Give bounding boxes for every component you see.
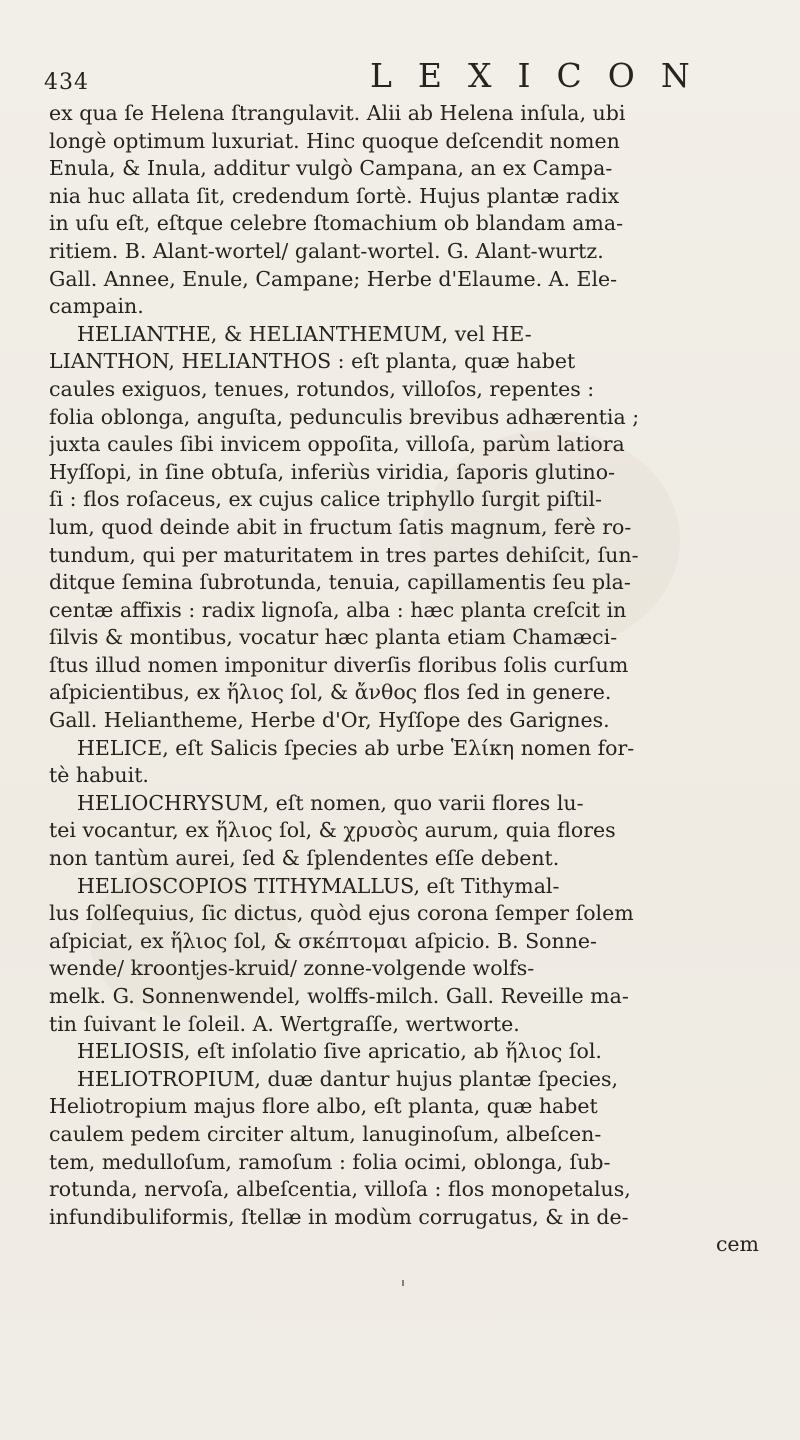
entry-headword-line: HELIANTHE, & HELIANTHEMUM, vel HE- xyxy=(77,321,532,346)
running-head: LEXICON xyxy=(370,56,716,95)
page-number: 434 xyxy=(44,70,89,95)
text-line: Gall. Annee, Enule, Campane; Herbe d'Elaume. A. Ele- xyxy=(49,266,618,291)
text-line: tè habuit. xyxy=(49,763,149,788)
text-line: longè optimum luxuriat. Hinc quoque deſcendit nomen xyxy=(49,128,620,153)
text-line: tin ſuivant le ſoleil. A. Wertgraſſe, wertworte. xyxy=(49,1011,520,1036)
entry-headword-line: HELICE, eſt Salicis ſpecies ab urbe Ἑλίκη nomen for- xyxy=(77,735,635,760)
text-line: centæ affixis : radix lignoſa, alba : hæc planta creſcit in xyxy=(49,597,627,622)
text-line: ritiem. B. Alant-wortel/ galant-wortel. G. Alant-wurtz. xyxy=(49,238,604,263)
text-line: aſpicientibus, ex ἥλιος ſol, & ἄνθος flos ſed in genere. xyxy=(49,680,612,705)
text-line: ditque ſemina ſubrotunda, tenuia, capillamentis ſeu pla- xyxy=(49,570,631,595)
text-line: ſi : flos roſaceus, ex cujus calice triphyllo ſurgit piſtil- xyxy=(49,487,602,512)
text-line: caules exiguos, tenues, rotundos, villoſos, repentes : xyxy=(49,376,595,401)
text-line: juxta caules ſibi invicem oppoſita, villoſa, parùm latiora xyxy=(49,432,625,457)
text-line: wende/ kroontjes-kruid/ zonne-volgende wolfs- xyxy=(49,956,535,981)
entry-headword-line: HELIOSIS, eſt inſolatio ſive apricatio, ab ἥλιος ſol. xyxy=(77,1039,602,1064)
text-line: caulem pedem circiter altum, lanuginoſum, albeſcen- xyxy=(49,1121,602,1146)
catchword: cem xyxy=(715,1232,759,1257)
text-line: rotunda, nervoſa, albeſcentia, villoſa : flos monopetalus, xyxy=(49,1177,631,1202)
text-line: Heliotropium majus flore albo, eſt planta, quæ habet xyxy=(49,1094,598,1119)
text-line: LIANTHON, HELIANTHOS : eſt planta, quæ habet xyxy=(49,349,576,374)
text-line: non tantùm aurei, ſed & ſplendentes eſſe debent. xyxy=(49,846,560,871)
text-line: tei vocantur, ex ἥλιος ſol, & χρυσὸς aurum, quia flores xyxy=(49,818,616,843)
text-line: Enula, & Inula, additur vulgò Campana, an ex Campa- xyxy=(49,156,613,181)
entry-headword-line: HELIOSCOPIOS TITHYMALLUS, eſt Tithymal- xyxy=(77,873,560,898)
text-line: lus ſolſequius, ſic dictus, quòd ejus corona ſemper ſolem xyxy=(49,901,634,926)
text-line: ex qua ſe Helena ſtrangulavit. Alii ab Helena inſula, ubi xyxy=(49,101,626,125)
text-line: campain. xyxy=(49,294,144,319)
text-line: infundibuliformis, ſtellæ in modùm corrugatus, & in de- xyxy=(49,1204,629,1229)
text-line: ſilvis & montibus, vocatur hæc planta etiam Chamæci- xyxy=(49,625,618,650)
text-line: Hyſſopi, in ſine obtuſa, inferiùs viridia, ſaporis glutino- xyxy=(49,459,616,484)
text-line: melk. G. Sonnenwendel, wolffs-milch. Gall. Reveille ma- xyxy=(49,984,629,1008)
entry-headword-line: HELIOTROPIUM, duæ dantur hujus plantæ ſpecies, xyxy=(77,1066,619,1091)
ink-speck xyxy=(402,1280,404,1286)
text-line: lum, quod deinde abit in fructum ſatis magnum, ferè ro- xyxy=(49,514,632,539)
entry-headword-line: HELIOCHRYSUM, eſt nomen, quo varii flores lu- xyxy=(77,790,584,815)
text-line: aſpiciat, ex ἥλιος ſol, & σκέπτομαι aſpicio. B. Sonne- xyxy=(49,928,597,953)
text-line: in uſu eſt, eſtque celebre ſtomachium ob blandam ama- xyxy=(49,211,623,236)
text-line: ſtus illud nomen imponitur diverſis floribus ſolis curſum xyxy=(49,652,629,677)
text-line: Gall. Heliantheme, Herbe d'Or, Hyſſope des Garignes. xyxy=(49,708,610,733)
text-line: tem, medulloſum, ramoſum : folia ocimi, oblonga, ſub- xyxy=(49,1149,611,1174)
dictionary-text xyxy=(49,100,769,1259)
page-header xyxy=(44,56,756,96)
text-line: folia oblonga, anguſta, pedunculis brevibus adhærentia ; xyxy=(49,404,640,429)
text-line: tundum, qui per maturitatem in tres partes dehiſcit, ſun- xyxy=(49,542,639,567)
text-line: nia huc allata ſit, credendum ſortè. Hujus plantæ radix xyxy=(49,183,620,208)
